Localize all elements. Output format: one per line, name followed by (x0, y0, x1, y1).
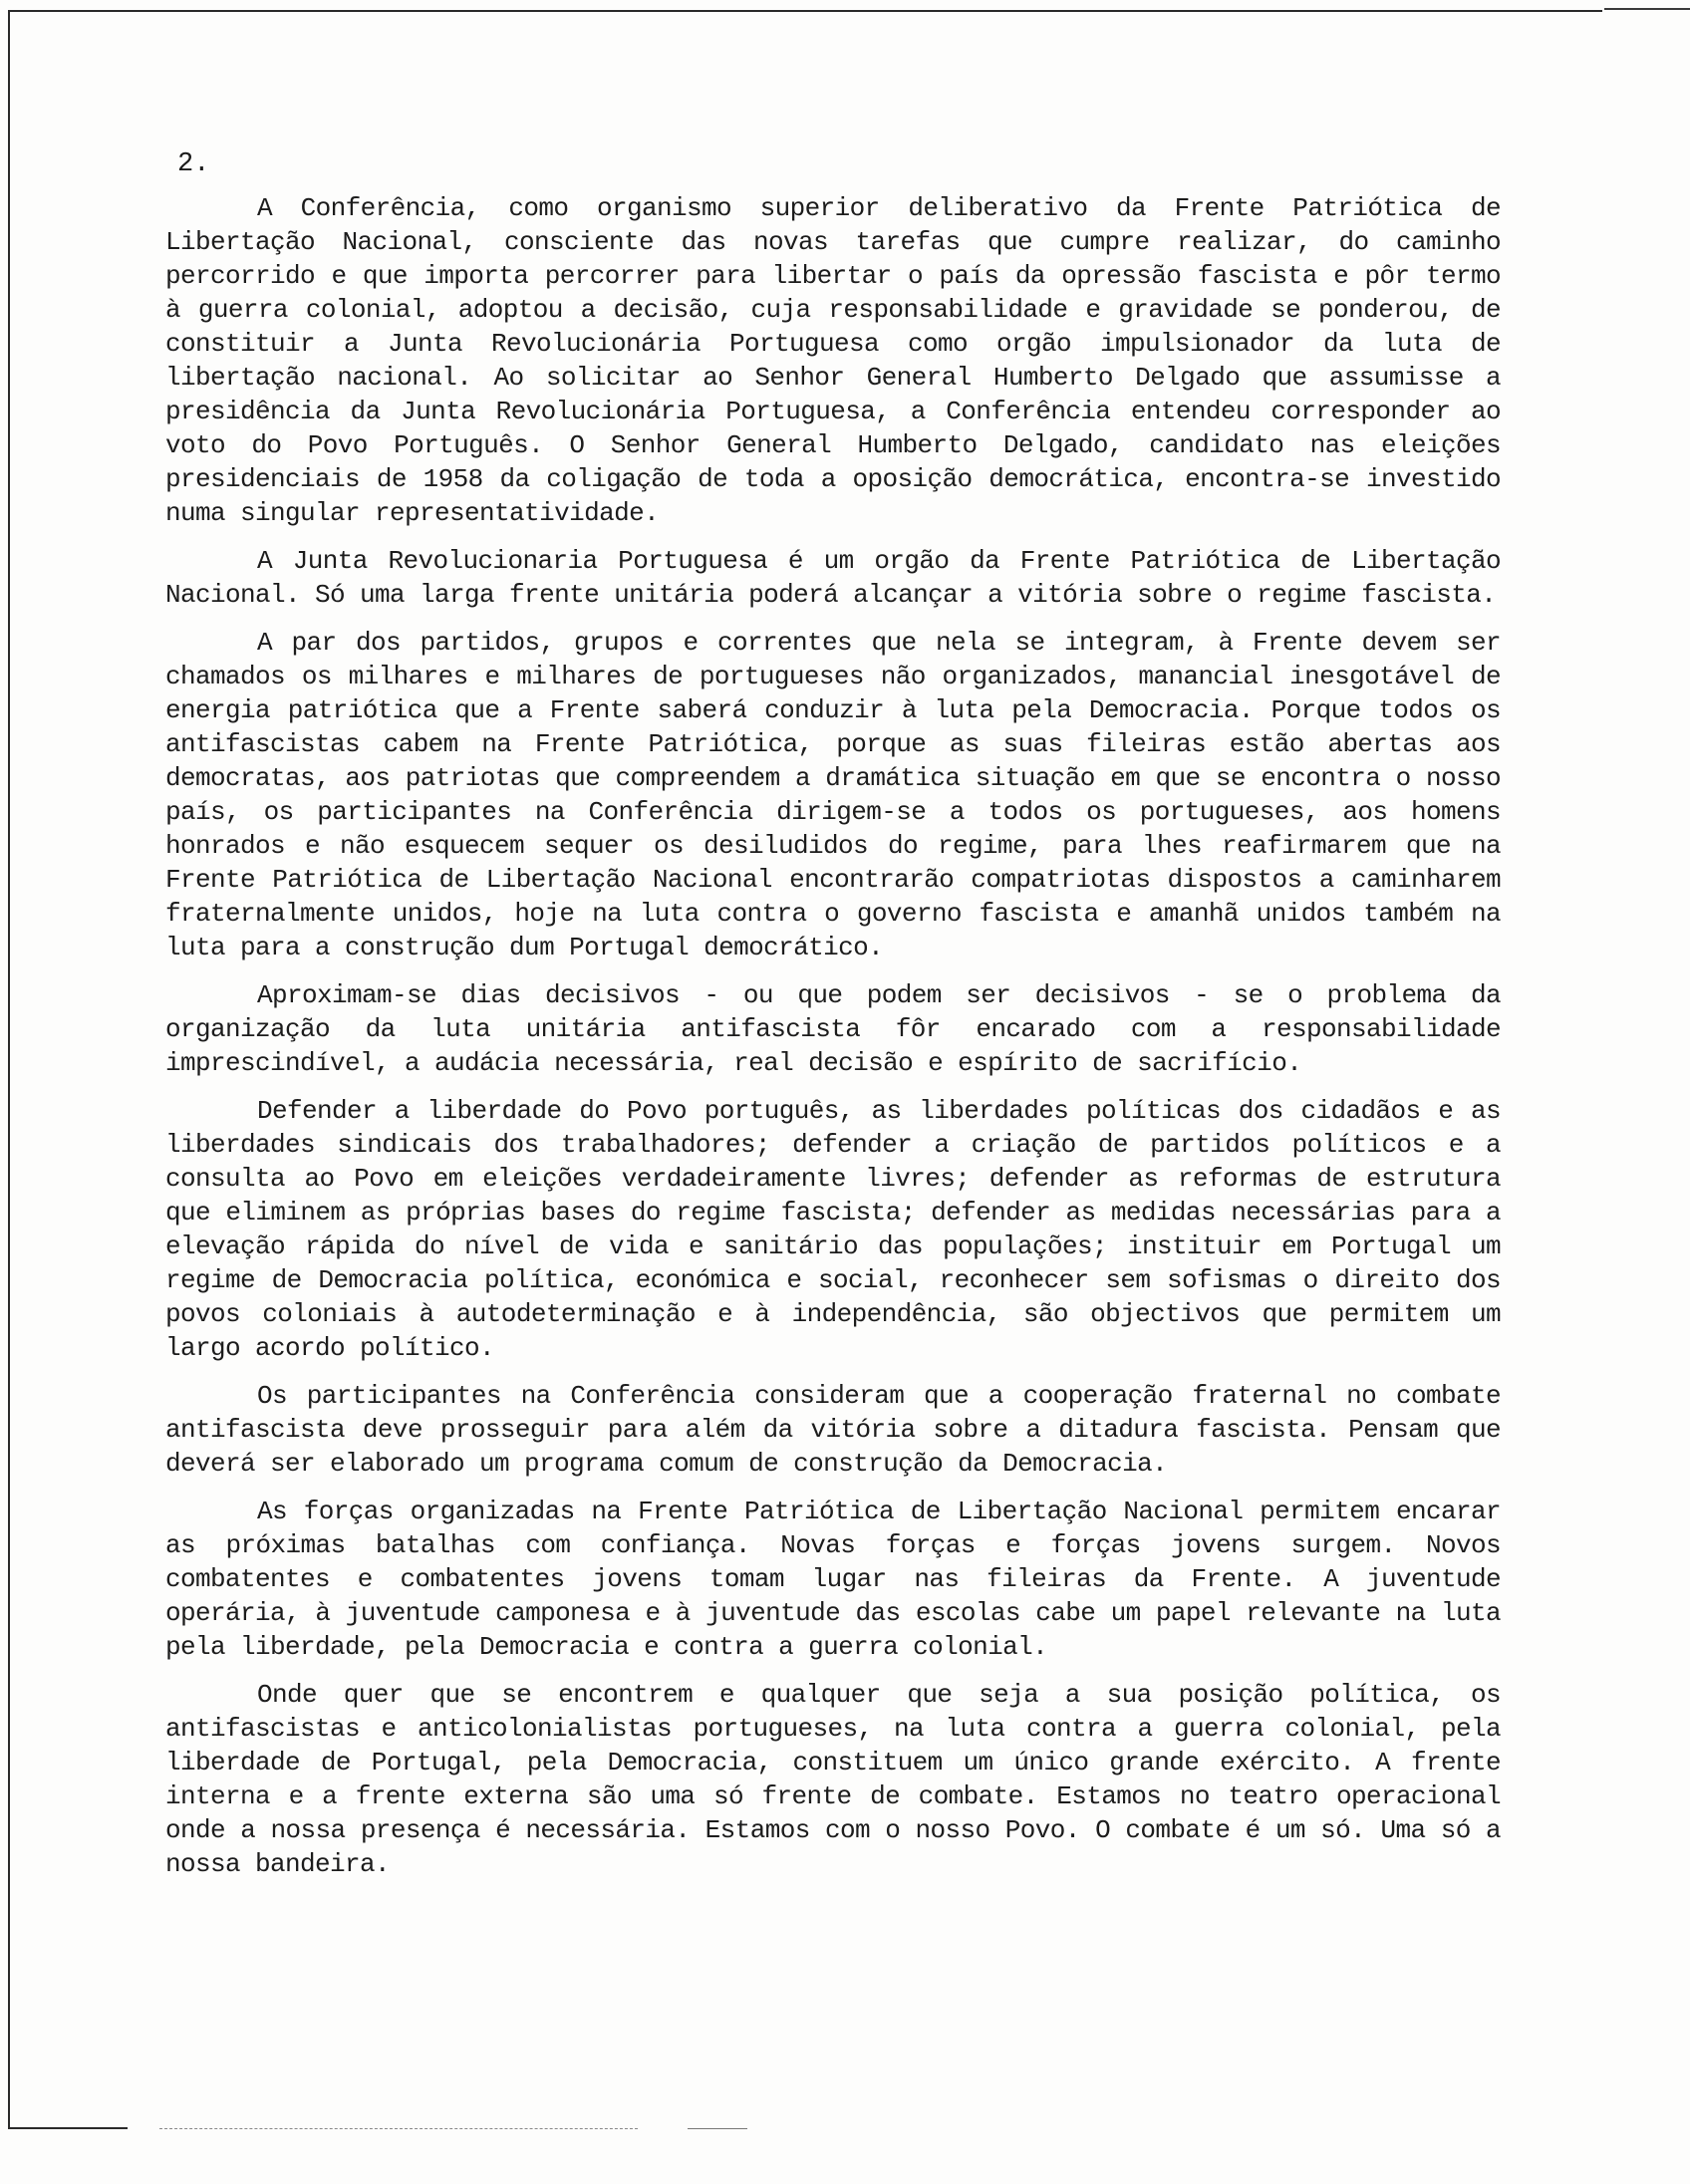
paragraph-junta: A Junta Revolucionaria Portuguesa é um orgão da Frente Patriótica de Libertação Nacional. Só uma larga frente unitária poderá alcançar a vitória sobre o regime fascista. (165, 546, 1501, 610)
page-border-top-right (1604, 8, 1690, 10)
paragraph-conferencia: A Conferência, como organismo superior deliberativo da Frente Patriótica de Libertação Nacional, consciente das novas tarefas que cumpre realizar, do caminho percorrido e que importa percorrer para libertar o país da opressão fascista e pôr termo à guerra colonial, adoptou a decisão, cuja responsabilidade e gravidade se ponderou, de constituir a Junta Revolucionária Portuguesa como orgão impulsionador da luta de libertação nacional. Ao solicitar ao Senhor General Humberto Delgado que assumisse a presidência da Junta Revolucionária Portuguesa, a Conferência entendeu corresponder ao voto do Povo Português. O Senhor General Humberto Delgado, candidato nas eleições presidenciais de 1958 da coligação de toda a oposição democrática, encontra-se investido numa singular representatividade. (165, 193, 1501, 528)
page-border-bottom-mark (688, 2128, 747, 2129)
page-border-top (8, 10, 1602, 12)
paragraph-participantes: Os participantes na Conferência consideram que a cooperação fraternal no combate antifascista deve prosseguir para além da vitória sobre a ditadura fascista. Pensam que deverá ser elaborado um programa comum de construção da Democracia. (165, 1381, 1501, 1479)
page-number: 2. (177, 149, 210, 179)
page-border-left (8, 10, 10, 2127)
paragraph-onde: Onde quer que se encontrem e qualquer que seja a sua posição política, os antifascistas e anticolonialistas portugueses, na luta contra a guerra colonial, pela liberdade de Portugal, pela Democracia, constituem um único grande exército. A frente interna e a frente externa são uma só frente de combate. Estamos no teatro operacional onde a nossa presença é necessária. Estamos com o nosso Povo. O combate é um só. Uma só a nossa bandeira. (165, 1680, 1501, 1879)
page-border-bottom-dashed (159, 2128, 638, 2129)
paragraph-defender: Defender a liberdade do Povo português, as liberdades políticas dos cidadãos e as liberdades sindicais dos trabalhadores; defender a criação de partidos políticos e a consulta ao Povo em eleições verdadeiramente livres; defender as reformas de estrutura que eliminem as próprias bases do regime fascista; defender as medidas necessárias para a elevação rápida do nível de vida e sanitário das populações; instituir em Portugal um regime de Democracia política, económica e social, reconhecer sem sofismas o direito dos povos coloniais à autodeterminação e à independência, são objectivos que permitem um largo acordo político. (165, 1096, 1501, 1363)
paragraph-a-par: A par dos partidos, grupos e correntes que nela se integram, à Frente devem ser chamados os milhares e milhares de portugueses não organizados, manancial inesgotável de energia patriótica que a Frente saberá conduzir à luta pela Democracia. Porque todos os antifascistas cabem na Frente Patriótica, porque as suas fileiras estão abertas aos democratas, aos patriotas que compreendem a dramática situação em que se encontra o nosso país, os participantes na Conferência dirigem-se a todos os portugueses, aos homens honrados e não esquecem sequer os desiludidos do regime, para lhes reafirmarem que na Frente Patriótica de Libertação Nacional encontrarão compatriotas dispostos a caminharem fraternalmente unidos, hoje na luta contra o governo fascista e amanhã unidos também na luta para a construção dum Portugal democrático. (165, 628, 1501, 962)
document-body (165, 191, 1501, 1895)
paragraph-forcas: As forças organizadas na Frente Patriótica de Libertação Nacional permitem encarar as próximas batalhas com confiança. Novas forças e forças jovens surgem. Novos combatentes e combatentes jovens tomam lugar nas fileiras da Frente. A juventude operária, à juventude camponesa e à juventude das escolas cabe um papel relevante na luta pela liberdade, pela Democracia e contra a guerra colonial. (165, 1497, 1501, 1662)
page-border-bottom (8, 2127, 128, 2129)
paragraph-aproximam: Aproximam-se dias decisivos - ou que podem ser decisivos - se o problema da organização da luta unitária antifascista fôr encarado com a responsabilidade imprescindível, a audácia necessária, real decisão e espírito de sacrifício. (165, 980, 1501, 1078)
